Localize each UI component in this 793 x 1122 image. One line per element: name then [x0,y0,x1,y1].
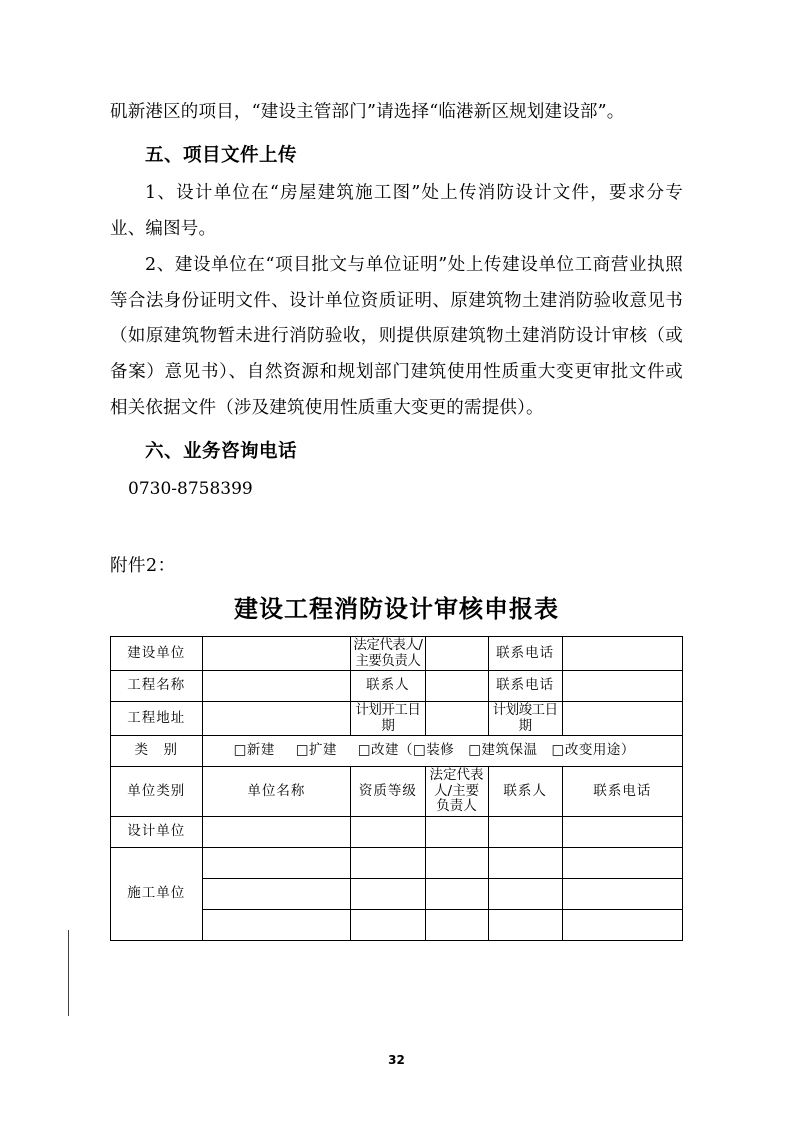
input-project-name[interactable] [202,671,351,702]
input-legal-representative[interactable] [425,637,488,671]
fire-design-review-form [110,636,683,941]
input-design-unit-name[interactable] [202,816,351,847]
label-design-unit: 设计单位 [111,816,203,847]
attachment-label: 附件2： [110,556,176,576]
table-row-design-unit [111,816,683,847]
input-planned-finish-date[interactable] [562,702,682,736]
label-construction-unit: 建设单位 [111,637,203,671]
input-contractor-qualification-1[interactable] [351,847,425,878]
input-contractor-phone-2[interactable] [562,878,682,909]
table-row-construction-unit [111,637,683,671]
header-legal-representative: 法定代表人/主要负责人 [425,767,488,817]
label-legal-representative: 法定代表人/主要负责人 [351,637,425,671]
input-contractor-name-3[interactable] [202,909,351,940]
table-row-category [111,736,683,767]
header-qualification-level: 资质等级 [351,767,425,817]
input-contractor-qualification-3[interactable] [351,909,425,940]
input-planned-start-date[interactable] [425,702,488,736]
section-five-item-1: 1、设计单位在“房屋建筑施工图”处上传消防设计文件，要求分专业、编图号。 [110,182,683,239]
header-unit-category: 单位类别 [111,767,203,817]
input-contractor-phone-1[interactable] [562,847,682,878]
label-planned-finish-date: 计划竣工日期 [488,702,562,736]
input-contractor-name-2[interactable] [202,878,351,909]
page-edge-mark [68,930,69,1016]
label-contact-person: 联系人 [351,671,425,702]
input-contractor-phone-3[interactable] [562,909,682,940]
input-contractor-name-1[interactable] [202,847,351,878]
checkbox-renovation[interactable]: □改建（□装修 □建筑保温 □改变用途） [357,742,635,759]
label-construction-contractor: 施工单位 [111,847,203,940]
input-design-unit-contact[interactable] [488,816,562,847]
table-row-contractor-1 [111,847,683,878]
label-planned-start-date: 计划开工日期 [351,702,425,736]
checkbox-expansion[interactable]: □扩建 [295,742,337,759]
label-project-name: 工程名称 [111,671,203,702]
input-contractor-contact-2[interactable] [488,878,562,909]
table-row-unit-header [111,767,683,817]
input-contractor-qualification-2[interactable] [351,878,425,909]
heading-section-five: 五、项目文件上传 [145,144,298,166]
header-unit-name: 单位名称 [202,767,351,817]
paragraph-continued: 矶新港区的项目，“建设主管部门”请选择“临港新区规划建设部”。 [110,102,625,122]
input-contact-phone-2[interactable] [562,671,682,702]
input-design-unit-phone[interactable] [562,816,682,847]
header-contact-person: 联系人 [488,767,562,817]
consultation-phone: 0730-8758399 [128,479,253,499]
label-project-address: 工程地址 [111,702,203,736]
form-title: 建设工程消防设计审核申报表 [234,595,559,623]
input-project-address[interactable] [202,702,351,736]
section-five-item-2: 2、建设单位在“项目批文与单位证明”处上传建设单位工商营业执照等合法身份证明文件、设计单位资质证明、原建筑物土建消防验收意见书（如原建筑物暂未进行消防验收，则提供原建筑物土建消防设计审核（或备案）意见书）、自然资源和规划部门建筑使用性质重大变更审批文件或相关依据文件（涉及建筑使用性质重大变更的需提供）。 [110,254,683,419]
label-contact-phone-2: 联系电话 [488,671,562,702]
page-number: 32 [388,1053,405,1067]
input-contact-person[interactable] [425,671,488,702]
input-contractor-representative-2[interactable] [425,878,488,909]
header-contact-phone: 联系电话 [562,767,682,817]
input-contractor-representative-1[interactable] [425,847,488,878]
label-category: 类 别 [111,736,203,767]
input-contractor-contact-3[interactable] [488,909,562,940]
category-options [202,736,682,767]
input-design-unit-representative[interactable] [425,816,488,847]
label-contact-phone-1: 联系电话 [488,637,562,671]
input-contact-phone-1[interactable] [562,637,682,671]
input-construction-unit-name[interactable] [202,637,351,671]
heading-section-six: 六、业务咨询电话 [145,441,298,462]
table-row-project-address [111,702,683,736]
input-contractor-contact-1[interactable] [488,847,562,878]
input-design-unit-qualification[interactable] [351,816,425,847]
table-row-project-name [111,671,683,702]
input-contractor-representative-3[interactable] [425,909,488,940]
checkbox-new-build[interactable]: □新建 [233,742,275,759]
